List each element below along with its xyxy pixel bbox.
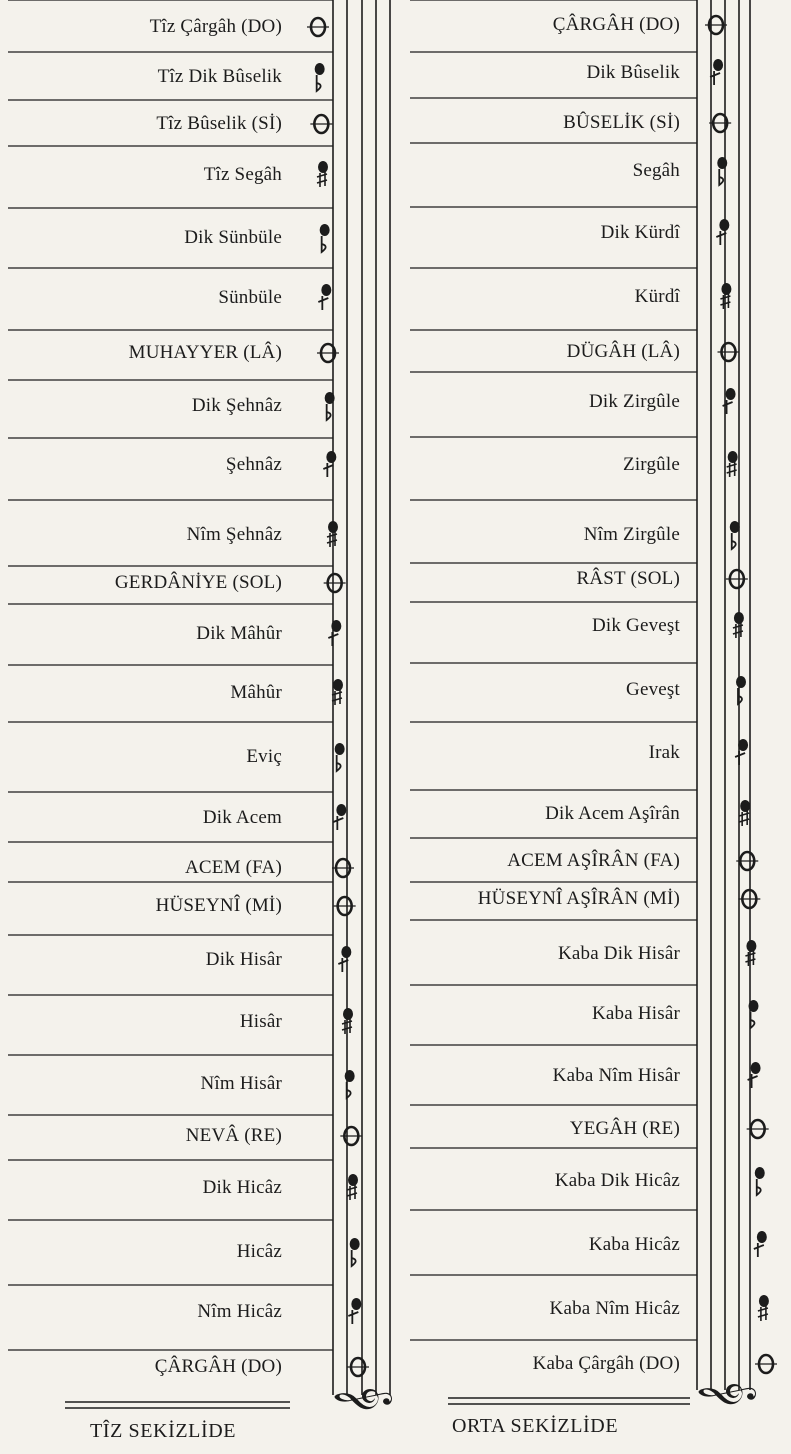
right-note-label: ACEM AŞÎRÂN (FA) xyxy=(507,850,680,871)
left-note-glyph-accidental xyxy=(317,75,321,91)
left-note-glyph-accidental xyxy=(347,1185,357,1200)
left-note-label: Dik Hisâr xyxy=(205,949,282,970)
right-note-glyph xyxy=(728,451,738,463)
right-note-glyph xyxy=(726,388,736,400)
right-note-glyph xyxy=(721,283,731,295)
right-note-glyph xyxy=(751,1062,761,1074)
left-note-glyph-accidental xyxy=(318,296,328,310)
left-note-label: Tîz Segâh xyxy=(203,164,282,185)
right-note-label: Irak xyxy=(648,742,680,763)
right-note-label: Kaba Hisâr xyxy=(592,1003,680,1024)
right-note-label: Dik Kürdî xyxy=(600,222,680,243)
right-note-label: RÂST (SOL) xyxy=(576,568,680,589)
right-note-label: Dik Geveşt xyxy=(591,615,680,636)
left-note-label: Dik Acem xyxy=(202,807,282,828)
left-note-glyph xyxy=(325,392,335,404)
right-note-glyph xyxy=(713,59,723,71)
left-note-glyph xyxy=(328,521,338,533)
right-note-glyph xyxy=(757,1231,767,1243)
right-note-label: Dik Zirgûle xyxy=(588,391,680,412)
right-note-glyph-accidental xyxy=(754,1243,764,1257)
right-note-label: Kaba Nîm Hisâr xyxy=(552,1065,680,1086)
right-note-glyph xyxy=(740,800,750,812)
right-note-glyph-accidental xyxy=(751,1012,755,1028)
right-note-glyph xyxy=(759,1295,769,1307)
left-note-label: Dik Hicâz xyxy=(202,1177,282,1198)
right-note-glyph-accidental xyxy=(723,400,733,414)
left-note-glyph-accidental xyxy=(348,1310,358,1324)
right-note-label: DÜGÂH (LÂ) xyxy=(566,341,680,362)
right-note-label: Nîm Zirgûle xyxy=(583,524,680,545)
left-note-glyph-accidental xyxy=(352,1250,356,1266)
right-note-glyph xyxy=(749,1000,759,1012)
right-note-label: Kaba Çârgâh (DO) xyxy=(532,1353,680,1374)
right-note-glyph-accidental xyxy=(733,623,743,638)
right-note-glyph xyxy=(746,940,756,952)
left-note-glyph xyxy=(333,679,343,691)
left-note-glyph-accidental xyxy=(337,755,341,771)
right-note-label: Kaba Hicâz xyxy=(588,1234,680,1255)
left-note-label: GERDÂNİYE (SOL) xyxy=(114,572,282,593)
left-note-label: Dik Şehnâz xyxy=(191,395,282,416)
left-note-glyph xyxy=(336,804,346,816)
right-note-label: ÇÂRGÂH (DO) xyxy=(552,14,680,35)
left-note-label: Eviç xyxy=(246,746,282,767)
right-note-label: BÛSELİK (Sİ) xyxy=(563,112,680,133)
left-note-label: Hisâr xyxy=(239,1011,282,1032)
left-note-label: Tîz Dik Bûselik xyxy=(157,66,282,87)
left-note-label: NEVÂ (RE) xyxy=(185,1125,282,1146)
right-note-label: Kaba Nîm Hicâz xyxy=(549,1298,680,1319)
left-note-glyph-accidental xyxy=(322,236,326,252)
left-note-label: ACEM (FA) xyxy=(185,857,282,878)
right-note-label: Kürdî xyxy=(634,286,680,307)
left-note-glyph-accidental xyxy=(323,463,333,477)
left-treble-clef: 𝄞 xyxy=(334,1386,390,1415)
right-note-glyph-accidental xyxy=(757,1179,761,1195)
left-note-label: Tîz Bûselik (Sİ) xyxy=(156,113,282,134)
right-note-glyph-accidental xyxy=(748,1074,758,1088)
right-note-label: Dik Acem Aşîrân xyxy=(545,803,680,824)
right-note-glyph xyxy=(717,157,727,169)
left-note-glyph xyxy=(326,451,336,463)
left-note-label: Nîm Şehnâz xyxy=(186,524,282,545)
left-note-label: Nîm Hisâr xyxy=(200,1073,282,1094)
right-note-glyph-accidental xyxy=(727,462,737,477)
right-note-label: Zirgûle xyxy=(623,454,680,475)
right-note-label: Kaba Dik Hicâz xyxy=(554,1170,680,1191)
right-note-glyph-accidental xyxy=(719,169,723,185)
right-section-title: ORTA SEKİZLİDE xyxy=(452,1415,619,1437)
right-note-glyph xyxy=(736,676,746,688)
left-note-label: Tîz Çârgâh (DO) xyxy=(149,16,282,37)
left-note-glyph-accidental xyxy=(317,172,327,187)
right-note-glyph-accidental xyxy=(758,1306,768,1321)
right-note-glyph-accidental xyxy=(739,811,749,826)
left-note-label: Hicâz xyxy=(236,1241,282,1262)
left-note-glyph xyxy=(345,1070,355,1082)
right-note-glyph xyxy=(738,739,748,751)
left-note-glyph xyxy=(318,161,328,173)
right-note-label: YEGÂH (RE) xyxy=(569,1118,680,1139)
left-note-glyph-accidental xyxy=(327,404,331,420)
left-note-label: Dik Sünbüle xyxy=(184,227,282,248)
right-note-glyph xyxy=(734,612,744,624)
left-note-glyph xyxy=(331,620,341,632)
left-note-label: Şehnâz xyxy=(225,454,282,475)
right-treble-clef: 𝄞 xyxy=(698,1381,754,1410)
left-section-title: TÎZ SEKİZLİDE xyxy=(90,1420,237,1442)
left-note-glyph xyxy=(341,946,351,958)
left-note-glyph xyxy=(320,224,330,236)
left-note-label: HÜSEYNÎ (Mİ) xyxy=(155,895,282,916)
right-note-glyph-accidental xyxy=(735,751,745,765)
right-note-label: Geveşt xyxy=(626,679,680,700)
right-note-glyph-accidental xyxy=(738,688,742,704)
left-note-label: MUHAYYER (LÂ) xyxy=(128,342,282,363)
left-note-glyph-accidental xyxy=(327,532,337,547)
right-note-label: Dik Bûselik xyxy=(586,62,680,83)
left-note-glyph xyxy=(348,1174,358,1186)
left-note-glyph xyxy=(350,1238,360,1250)
right-note-glyph xyxy=(730,521,740,533)
left-note-glyph xyxy=(351,1298,361,1310)
right-note-label: HÜSEYNÎ AŞÎRÂN (Mİ) xyxy=(477,888,680,909)
right-note-label: Segâh xyxy=(632,160,680,181)
right-note-glyph xyxy=(755,1167,765,1179)
left-note-glyph xyxy=(315,63,325,75)
right-note-label: Kaba Dik Hisâr xyxy=(557,943,680,964)
left-note-label: Nîm Hicâz xyxy=(197,1301,282,1322)
left-note-label: Sünbüle xyxy=(218,287,282,308)
right-note-glyph-accidental xyxy=(732,533,736,549)
left-note-glyph xyxy=(335,743,345,755)
right-note-glyph xyxy=(719,219,729,231)
left-note-label: Mâhûr xyxy=(230,682,282,703)
left-note-glyph-accidental xyxy=(347,1082,351,1098)
left-note-label: Dik Mâhûr xyxy=(196,623,282,644)
left-note-glyph-accidental xyxy=(333,816,343,830)
left-note-glyph xyxy=(343,1008,353,1020)
left-note-glyph xyxy=(321,284,331,296)
left-note-label: ÇÂRGÂH (DO) xyxy=(154,1356,282,1377)
